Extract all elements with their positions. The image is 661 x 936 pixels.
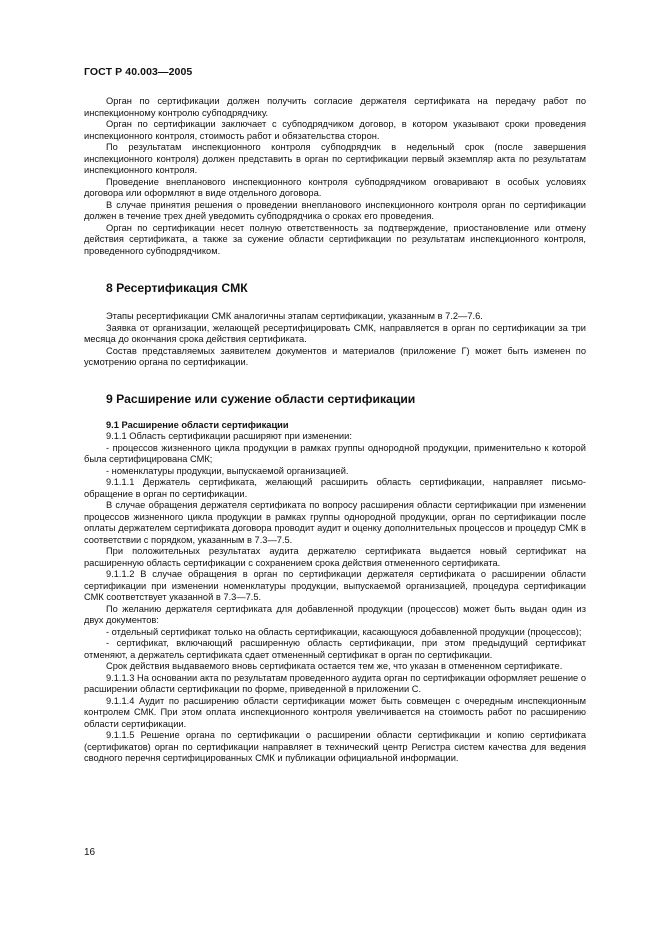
paragraph: По результатам инспекционного контроля субподрядчик в недельный срок (после завершения инспекционного контроля) должен представить в орган по сертификации первый экземпляр акта по результатам инспекционного контроля. (84, 142, 586, 175)
list-item: - отдельный сертификат только на область сертификации, касающуюся добавленной продукции (процессов); (106, 626, 582, 637)
document-body (84, 96, 586, 765)
paragraph: По желанию держателя сертификата для добавленной продукции (процессов) может быть выдан один из двух документов: (84, 603, 586, 625)
paragraph: Орган по сертификации несет полную ответственность за подтверждение, приостановление или отмену действия сертификата, а также за сужение области сертификации по результатам инспекционного контроля, проведенного субподрядчиком. (84, 222, 586, 256)
list-item: - номенклатуры продукции, выпускаемой организацией. (106, 465, 349, 476)
subsection-heading-scope-extension: 9.1 Расширение области сертификации (106, 419, 289, 430)
section-heading-scope-change: 9 Расширение или сужение области сертификации (106, 391, 416, 406)
paragraph: 9.1.1.2 В случае обращения в орган по сертификации держателя сертификата о расширении области сертификации при изменении номенклатуры продукции, выпускаемой организацией, процедура сертификации СМК соответствует указанной в 7.3—7.5. (84, 569, 586, 602)
page-number: 16 (84, 847, 96, 858)
paragraph: Этапы ресертификации СМК аналогичны этапам сертификации, указанным в 7.2—7.6. (106, 311, 483, 321)
paragraph: Состав представляемых заявителем документов и материалов (приложение Г) может быть изменен по усмотрению органа по сертификации. (84, 345, 586, 367)
list-item: - сертификат, включающий расширенную область сертификации, при этом предыдущий сертификат отменяют, а держатель сертификата сдает отмененный сертификат в орган по сертификации. (84, 638, 586, 660)
paragraph: 9.1.1.1 Держатель сертификата, желающий расширить область сертификации, направляет письмо-обращение в орган по сертификации. (84, 477, 586, 499)
paragraph: 9.1.1.4 Аудит по расширению области сертификации может быть совмещен с очередным инспекционным контролем СМК. При этом оплата инспекционного контроля увеличивается на стоимость работ по расширению области сертификации. (84, 695, 586, 729)
paragraph: Орган по сертификации заключает с субподрядчиком договор, в котором указывают сроки проведения инспекционного контроля, стоимость работ и обязательства сторон. (84, 119, 586, 141)
paragraph: Орган по сертификации должен получить согласие держателя сертификата на передачу работ по инспекционному контролю субподрядчику. (84, 96, 586, 118)
section-heading-recertification: 8 Ресертификация СМК (106, 281, 248, 295)
paragraph: В случае принятия решения о проведении внепланового инспекционного контроля орган по сертификации должен в течение трех дней уведомить субподрядчика о сроках его проведения. (84, 199, 586, 221)
paragraph: 9.1.1.3 На основании акта по результатам проведенного аудита орган по сертификации оформляет решение о расширении области сертификации по форме, приведенной в приложении С. (84, 672, 586, 694)
paragraph: В случае обращения держателя сертификата по вопросу расширения области сертификации при изменении процессов жизненного цикла продукции в рамках группы однородной продукции, орган по сертификации после оплаты держателем сертификата договора проводит аудит и оценку дополнительных процессов и процедур СМК в соответствии с порядком, указанным в 7.3—7.5. (84, 500, 586, 545)
document-code-header: ГОСТ Р 40.003—2005 (84, 66, 193, 78)
list-item: - процессов жизненного цикла продукции в рамках группы однородной продукции, применительно к которой была сертифицирована СМК; (84, 442, 586, 464)
paragraph: 9.1.1 Область сертификации расширяют при изменении: (106, 431, 352, 441)
paragraph: Срок действия выдаваемого вновь сертификата остается тем же, что указан в отмененном сертификате. (106, 661, 563, 671)
paragraph: 9.1.1.5 Решение органа по сертификации о расширении области сертификации и копию сертификата (сертификатов) орган по сертификации направляет в технический центр Регистра систем качества для ведения сводного перечня сертифицированных СМК и публикации официальной информации. (84, 730, 586, 763)
paragraph: Проведение внепланового инспекционного контроля субподрядчиком оговаривают в особых условиях договора или оформляют в виде отдельного договора. (84, 176, 586, 198)
paragraph: При положительных результатах аудита держателю сертификата выдается новый сертификат на расширенную область сертификации с сохранением срока действия отмененного сертификата. (84, 546, 586, 568)
paragraph: Заявка от организации, желающей ресертифицировать СМК, направляется в орган по сертификации за три месяца до окончания срока действия сертификата. (84, 322, 586, 344)
